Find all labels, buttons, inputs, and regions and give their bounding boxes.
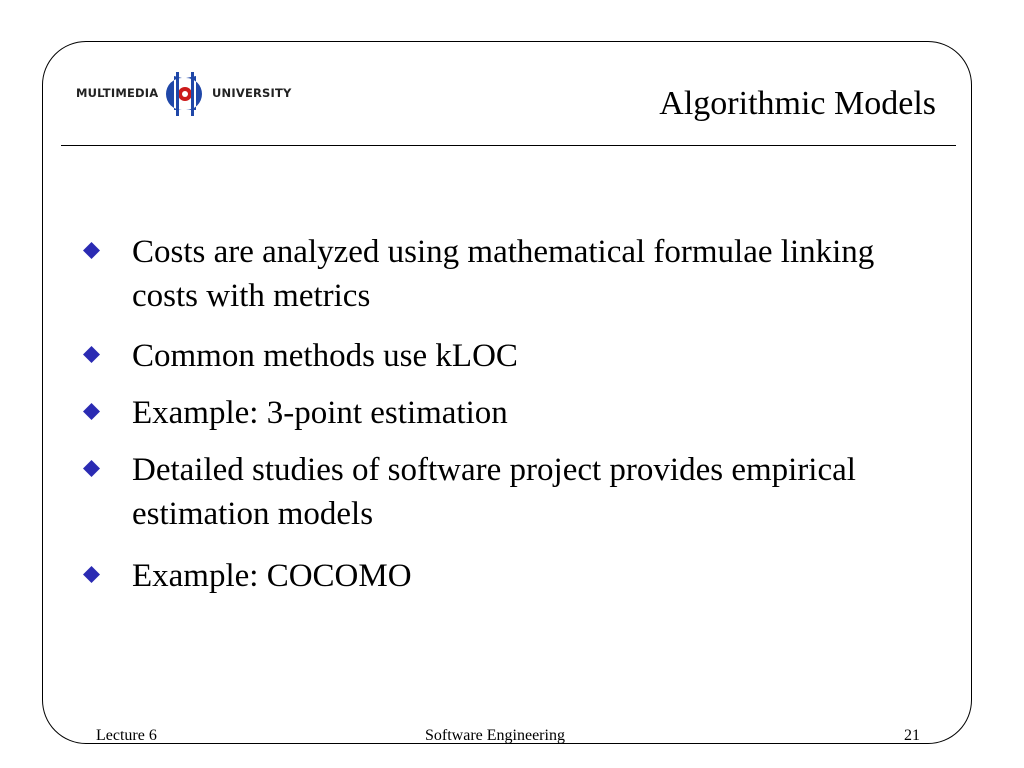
bullet-text: Example: 3-point estimation (132, 395, 508, 431)
diamond-bullet-icon (83, 242, 100, 259)
bullet-text: Example: COCOMO (132, 558, 412, 594)
logo-right-word: UNIVERSITY (212, 86, 292, 100)
logo-left-word: MULTIMEDIA (76, 86, 159, 100)
bullet-text: Detailed studies of software project provides empirical estimation models (132, 452, 856, 532)
slide-title: Algorithmic Models (659, 85, 936, 122)
footer-course: Software Engineering (425, 727, 565, 744)
diamond-bullet-icon (83, 460, 100, 477)
university-logo (76, 70, 296, 122)
logo-emblem-icon (160, 70, 210, 118)
footer-lecture: Lecture 6 (96, 727, 157, 744)
diamond-bullet-icon (83, 566, 100, 583)
title-divider (61, 145, 956, 146)
diamond-bullet-icon (83, 346, 100, 363)
footer-page-number: 21 (904, 727, 920, 744)
diamond-bullet-icon (83, 403, 100, 420)
bullet-text: Common methods use kLOC (132, 338, 518, 374)
bullet-text: Costs are analyzed using mathematical formulae linking costs with metrics (132, 234, 875, 314)
